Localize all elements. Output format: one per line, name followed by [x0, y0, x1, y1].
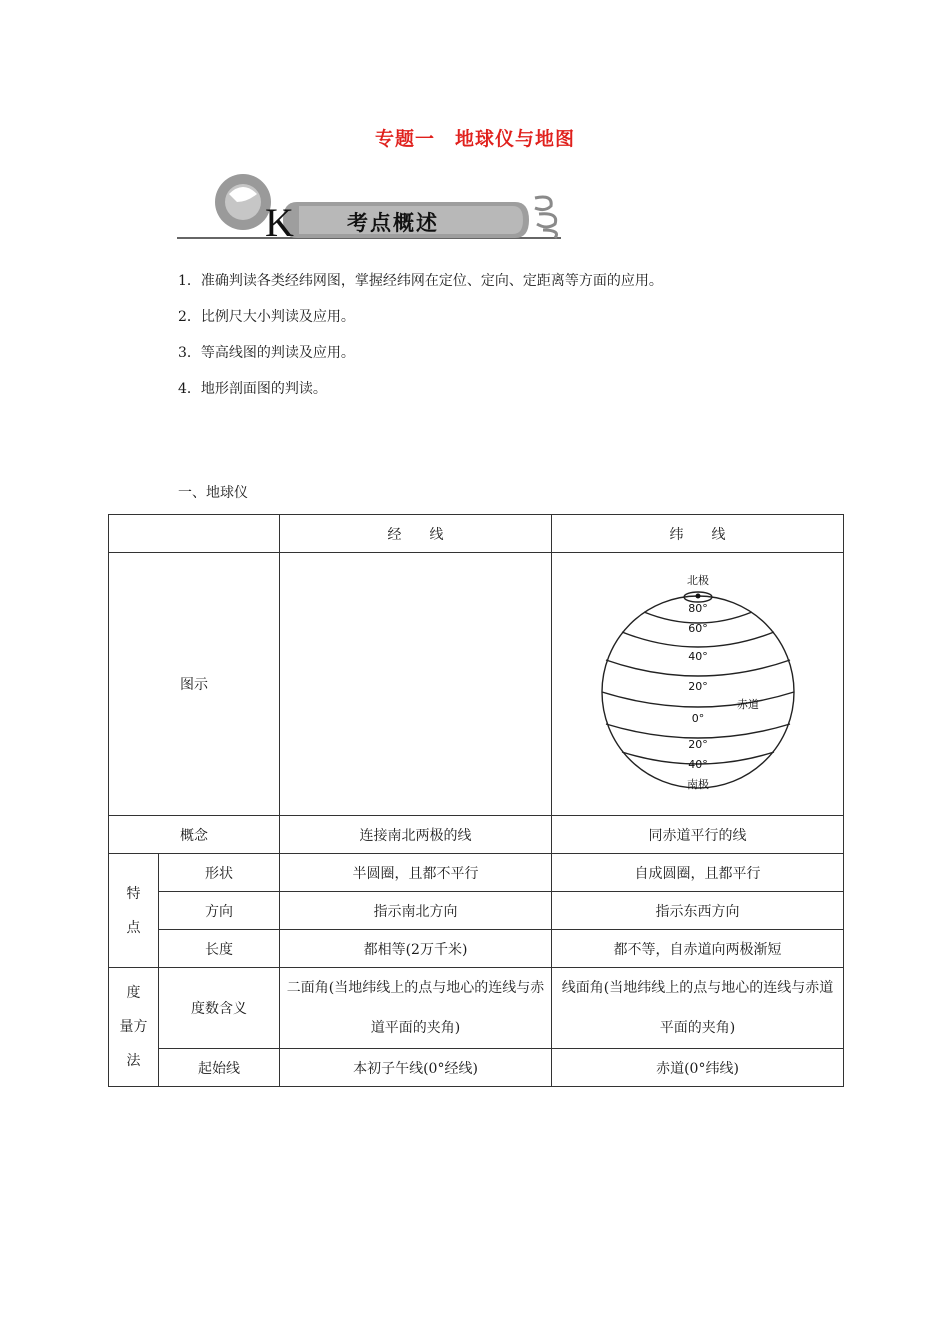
north-pole-dot — [695, 594, 700, 599]
header-empty-cell — [109, 515, 280, 553]
north-pole-label: 北极 — [686, 574, 709, 587]
parallel-figure-cell — [552, 553, 844, 816]
globe-latitude-diagram — [588, 560, 808, 804]
table-row-length — [109, 930, 844, 968]
lat-label-60: 60° — [687, 622, 708, 635]
objective-item: 2．比例尺大小判读及应用。 — [178, 309, 355, 325]
lat-label-80: 80° — [687, 602, 708, 615]
page-title: 专题一 地球仪与地图 — [374, 128, 575, 150]
parallel-s20 — [606, 724, 790, 738]
table-row-direction — [109, 892, 844, 930]
objective-item: 3．等高线图的判读及应用。 — [178, 345, 355, 361]
section-heading: 一、地球仪 — [178, 485, 248, 501]
start-line-parallel: 赤道(0°纬线) — [552, 1049, 844, 1087]
table-row-figure — [109, 553, 844, 816]
lat-label-40: 40° — [687, 650, 708, 663]
measure-group-label: 度 量方 法 — [109, 968, 159, 1087]
meridian-figure-cell — [280, 553, 552, 816]
table-header-row — [109, 515, 844, 553]
equator-label: 赤道 — [736, 698, 759, 711]
features-group-label: 特 点 — [109, 854, 159, 968]
header-parallel: 纬线 — [552, 515, 844, 553]
shape-label: 形状 — [159, 854, 280, 892]
table-row-degree-meaning — [109, 968, 844, 1049]
equator-line — [602, 692, 794, 707]
concept-meridian: 连接南北两极的线 — [280, 816, 552, 854]
start-line-label: 起始线 — [159, 1049, 280, 1087]
section-banner — [177, 172, 569, 244]
degree-meaning-meridian: 二面角(当地纬线上的点与地心的连线与赤道平面的夹角) — [280, 968, 552, 1049]
shape-parallel: 自成圆圈，且都平行 — [552, 854, 844, 892]
banner-cloud-icon — [535, 197, 551, 210]
direction-meridian: 指示南北方向 — [280, 892, 552, 930]
table-row-start-line — [109, 1049, 844, 1087]
table-row-shape — [109, 854, 844, 892]
length-parallel: 都不等，自赤道向两极渐短 — [552, 930, 844, 968]
objectives-list — [178, 270, 663, 414]
globe-comparison-table — [108, 514, 844, 1087]
start-line-meridian: 本初子午线(0°经线) — [280, 1049, 552, 1087]
lat-label-s40: 40° — [687, 758, 708, 771]
objective-item: 1．准确判读各类经纬网图，掌握经纬网在定位、定向、定距离等方面的应用。 — [178, 273, 663, 289]
lat-label-s20: 20° — [687, 738, 708, 751]
direction-label: 方向 — [159, 892, 280, 930]
degree-meaning-label: 度数含义 — [159, 968, 280, 1049]
concept-label: 概念 — [109, 816, 280, 854]
shape-meridian: 半圆圈，且都不平行 — [280, 854, 552, 892]
length-meridian: 都相等(2万千米) — [280, 930, 552, 968]
figure-label: 图示 — [109, 553, 280, 816]
lat-label-20: 20° — [687, 680, 708, 693]
degree-meaning-parallel: 线面角(当地纬线上的点与地心的连线与赤道平面的夹角) — [552, 968, 844, 1049]
concept-parallel: 同赤道平行的线 — [552, 816, 844, 854]
banner-label: 考点概述 — [347, 211, 439, 235]
table-row-concept — [109, 816, 844, 854]
south-pole-label: 南极 — [686, 778, 709, 791]
length-label: 长度 — [159, 930, 280, 968]
banner-letter: K — [265, 200, 294, 244]
objective-item: 4．地形剖面图的判读。 — [178, 381, 327, 397]
header-meridian: 经线 — [280, 515, 552, 553]
lat-label-0: 0° — [691, 712, 704, 725]
direction-parallel: 指示东西方向 — [552, 892, 844, 930]
